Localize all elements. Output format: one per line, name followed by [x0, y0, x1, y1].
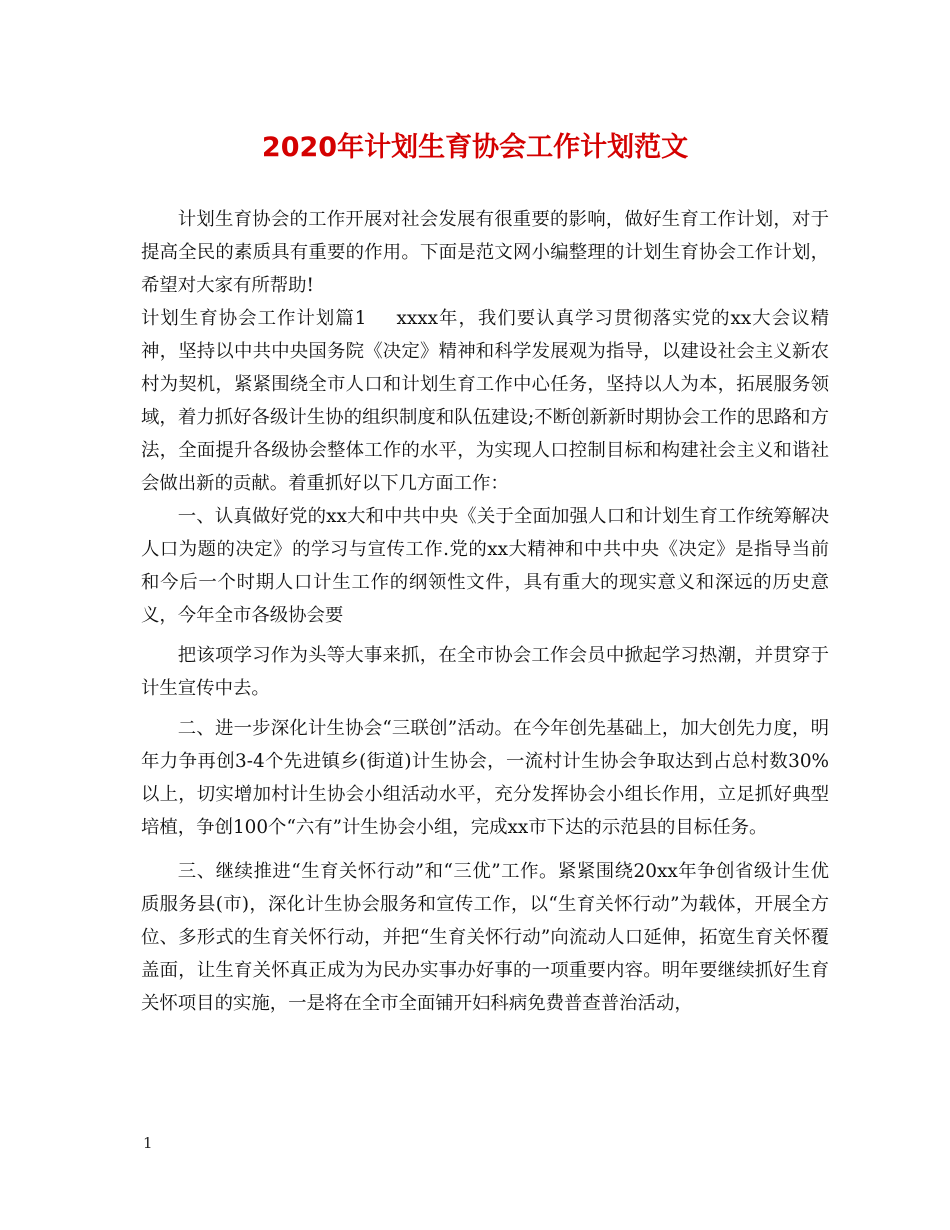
section-heading: 计划生育协会工作计划篇1	[141, 308, 367, 329]
paragraph-1-continued: 把该项学习作为头等大事来抓，在全市协会工作会员中掀起学习热潮，并贯穿于计生宣传中去。	[141, 645, 829, 699]
paragraph-1: 一、认真做好党的xx大和中共中央《关于全面加强人口和计划生育工作统筹解决人口为题的决定》的学习与宣传工作.党的xx大精神和中共中央《决定》是指导当前和今后一个时期人口计生工作的纲领性文件，具有重大的现实意义和深远的历史意义，今年全市各级协会要	[141, 506, 829, 626]
paragraph-3: 三、继续推进“生育关怀行动”和“三优”工作。紧紧围绕20xx年争创省级计生优质服务县(市)，深化计生协会服务和宣传工作，以“生育关怀行动”为载体，开展全方位、多形式的生育关怀行动，并把“生育关怀行动”向流动人口延伸，拓宽生育关怀覆盖面，让生育关怀真正成为为民办实事办好事的一项重要内容。明年要继续抓好生育关怀项目的实施，一是将在全市全面铺开妇科病免费普查普治活动，	[141, 861, 829, 1014]
document-body	[141, 203, 829, 1020]
page-title: 2020年计划生育协会工作计划范文	[261, 132, 689, 163]
section-intro: xxxx年，我们要认真学习贯彻落实党的xx大会议精神，坚持以中共中央国务院《决定》精神和科学发展观为指导，以建设社会主义新农村为契机，紧紧围绕全市人口和计划生育工作中心任务，坚持以人为本，拓展服务领域，着力抓好各级计生协的组织制度和队伍建设;不断创新新时期协会工作的思路和方法，全面提升各级协会整体工作的水平，为实现人口控制目标和构建社会主义和谐社会做出新的贡献。着重抓好以下几方面工作：	[141, 308, 830, 494]
section-paragraph	[141, 302, 829, 500]
intro-paragraph: 计划生育协会的工作开展对社会发展有很重要的影响，做好生育工作计划，对于提高全民的素质具有重要的作用。下面是范文网小编整理的计划生育协会工作计划，希望对大家有所帮助!	[141, 209, 829, 296]
paragraph-2: 二、进一步深化计生协会“三联创”活动。在今年创先基础上，加大创先力度，明年力争再创3-4个先进镇乡(街道)计生协会，一流村计生协会争取达到占总村数30%以上，切实增加村计生协会小组活动水平，充分发挥协会小组长作用，立足抓好典型培植，争创100个“六有”计生协会小组，完成xx市下达的示范县的目标任务。	[141, 718, 829, 838]
page-number: 1	[143, 1134, 153, 1152]
